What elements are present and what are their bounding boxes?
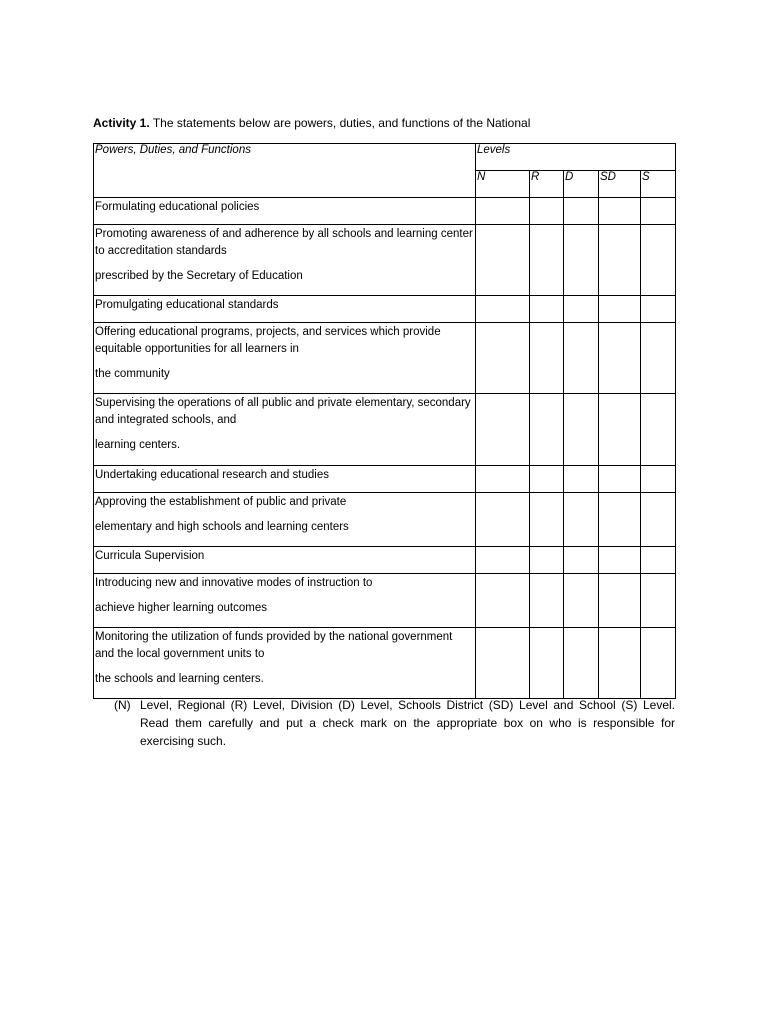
check-box-s[interactable] <box>641 198 676 225</box>
check-box-sd[interactable] <box>599 574 641 628</box>
check-box-r[interactable] <box>530 466 564 493</box>
check-box-sd[interactable] <box>599 394 641 466</box>
table-row <box>94 466 676 493</box>
statement-line: the community <box>95 368 170 380</box>
check-box-n[interactable] <box>476 225 530 296</box>
footer-tag: (N) <box>114 698 131 712</box>
check-box-d[interactable] <box>564 323 599 394</box>
table-row <box>94 394 676 466</box>
check-box-r[interactable] <box>530 574 564 628</box>
check-box-s[interactable] <box>641 323 676 394</box>
check-box-sd[interactable] <box>599 198 641 225</box>
column-header-functions: Powers, Duties, and Functions <box>94 144 476 198</box>
check-box-d[interactable] <box>564 296 599 323</box>
table-row <box>94 198 676 225</box>
table-row <box>94 296 676 323</box>
level-d-header: D <box>564 171 599 198</box>
function-statement <box>94 493 476 547</box>
check-box-sd[interactable] <box>599 225 641 296</box>
level-n-header: N <box>476 171 530 198</box>
column-header-levels: Levels <box>476 144 676 171</box>
statement-line: Undertaking educational research and studies <box>95 469 329 481</box>
table-row <box>94 225 676 296</box>
statement-line: Introducing new and innovative modes of instruction to <box>95 577 373 589</box>
check-box-s[interactable] <box>641 296 676 323</box>
check-box-sd[interactable] <box>599 323 641 394</box>
function-statement <box>94 323 476 394</box>
activity-instruction: The statements below are powers, duties, and functions of the National <box>149 116 531 130</box>
statement-line: Curricula Supervision <box>95 550 205 562</box>
statement-line: Supervising the operations of all public and private elementary, secondary and integrated schools, and <box>95 397 471 426</box>
check-box-sd[interactable] <box>599 628 641 699</box>
level-r-header: R <box>530 171 564 198</box>
function-statement <box>94 225 476 296</box>
check-box-d[interactable] <box>564 466 599 493</box>
function-statement <box>94 547 476 574</box>
statement-line: learning centers. <box>95 439 181 451</box>
check-box-sd[interactable] <box>599 547 641 574</box>
statement-line: Promulgating educational standards <box>95 299 279 311</box>
statement-line: elementary and high schools and learning centers <box>95 521 349 533</box>
statement-line: Formulating educational policies <box>95 201 260 213</box>
level-sd-header: SD <box>599 171 641 198</box>
check-box-r[interactable] <box>530 394 564 466</box>
activity-label: Activity 1. <box>93 116 150 130</box>
check-box-r[interactable] <box>530 198 564 225</box>
check-box-n[interactable] <box>476 628 530 699</box>
check-box-r[interactable] <box>530 493 564 547</box>
statement-line: achieve higher learning outcomes <box>95 602 267 614</box>
table-row <box>94 628 676 699</box>
statement-line: Promoting awareness of and adherence by all schools and learning center to accreditation standards <box>95 228 473 257</box>
check-box-n[interactable] <box>476 574 530 628</box>
statement-line: Monitoring the utilization of funds provided by the national government and the local government units to <box>95 631 453 660</box>
check-box-r[interactable] <box>530 225 564 296</box>
check-box-sd[interactable] <box>599 466 641 493</box>
check-box-d[interactable] <box>564 547 599 574</box>
check-box-n[interactable] <box>476 493 530 547</box>
function-statement <box>94 466 476 493</box>
check-box-d[interactable] <box>564 198 599 225</box>
levels-table <box>93 143 676 699</box>
check-box-n[interactable] <box>476 296 530 323</box>
check-box-s[interactable] <box>641 547 676 574</box>
statement-line: the schools and learning centers. <box>95 673 264 685</box>
footer-note <box>114 696 675 750</box>
activity-heading <box>93 116 530 130</box>
statement-line: prescribed by the Secretary of Education <box>95 270 303 282</box>
table-row <box>94 323 676 394</box>
table-row <box>94 493 676 547</box>
check-box-n[interactable] <box>476 323 530 394</box>
check-box-d[interactable] <box>564 394 599 466</box>
check-box-s[interactable] <box>641 394 676 466</box>
check-box-n[interactable] <box>476 394 530 466</box>
footer-rest: Read them carefully and put a check mark on the appropriate box on who is responsible for exercising such. <box>140 716 675 748</box>
check-box-d[interactable] <box>564 628 599 699</box>
table-row <box>94 574 676 628</box>
check-box-s[interactable] <box>641 493 676 547</box>
statement-line: Offering educational programs, projects, and services which provide equitable opportunities for all learners in <box>95 326 441 355</box>
check-box-d[interactable] <box>564 574 599 628</box>
check-box-d[interactable] <box>564 225 599 296</box>
function-statement <box>94 198 476 225</box>
check-box-n[interactable] <box>476 198 530 225</box>
footer-line1: Level, Regional (R) Level, Division (D) Level, Schools District (SD) Level and School (S) Level. <box>140 698 675 712</box>
check-box-s[interactable] <box>641 574 676 628</box>
check-box-r[interactable] <box>530 296 564 323</box>
statement-line: Approving the establishment of public and private <box>95 496 347 508</box>
table-row <box>94 547 676 574</box>
check-box-r[interactable] <box>530 628 564 699</box>
check-box-sd[interactable] <box>599 296 641 323</box>
check-box-n[interactable] <box>476 466 530 493</box>
check-box-n[interactable] <box>476 547 530 574</box>
function-statement <box>94 394 476 466</box>
check-box-sd[interactable] <box>599 493 641 547</box>
function-statement <box>94 296 476 323</box>
check-box-s[interactable] <box>641 628 676 699</box>
check-box-r[interactable] <box>530 323 564 394</box>
check-box-s[interactable] <box>641 466 676 493</box>
level-s-header: S <box>641 171 676 198</box>
function-statement <box>94 574 476 628</box>
check-box-s[interactable] <box>641 225 676 296</box>
check-box-r[interactable] <box>530 547 564 574</box>
check-box-d[interactable] <box>564 493 599 547</box>
function-statement <box>94 628 476 699</box>
